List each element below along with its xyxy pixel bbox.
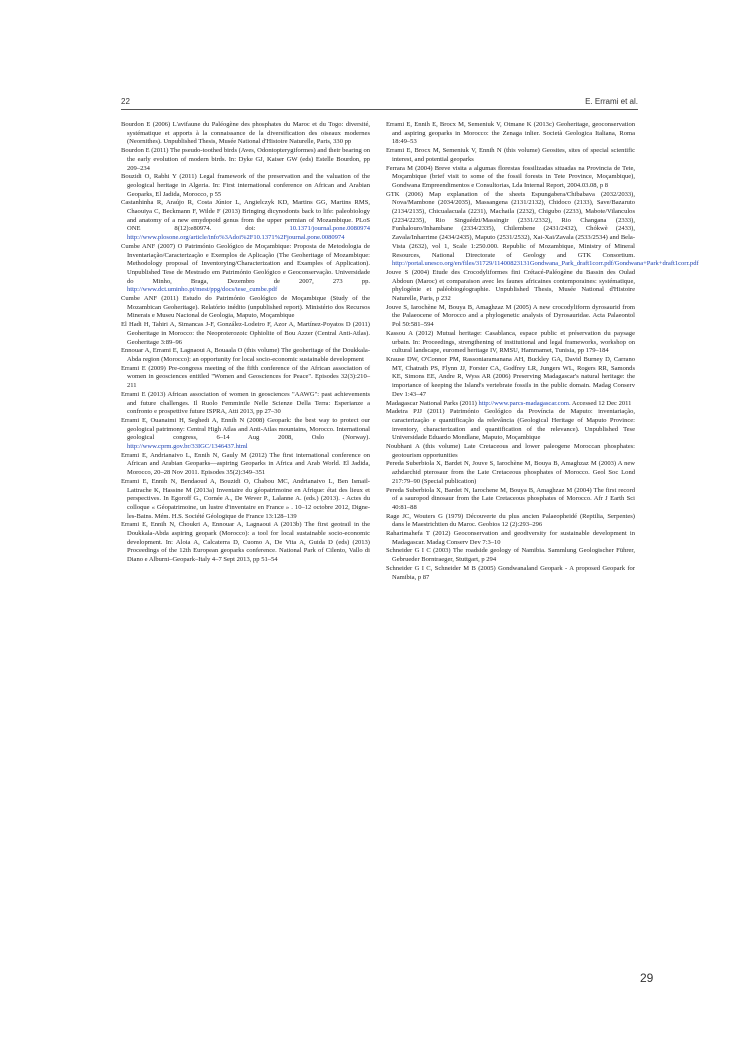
reference-text: Bourdon E (2011) The pseudo-toothed birds (Aves, Odontopterygiformes) and their bearing on the early evolution of modern birds. In: Dyke GJ, Kaiser GW (eds) Estelle Bourdon, pp 209–234 <box>121 147 370 172</box>
reference-entry <box>121 417 370 452</box>
reference-text: Bourdon E (2006) L'avifaune du Paléogène des phosphates du Maroc et du Togo: diversité, systématique et apports à la connaissance de la diversification des oiseaux modernes (Neornithes). Unpublished Thesis, Musée National d'Histoire Naturelle, Paris, 330 pp <box>121 121 370 146</box>
running-head: E. Errami et al. <box>585 97 638 106</box>
reference-text: Cumbe ANF (2007) O Património Geológico de Moçambique: Proposta de Metodologia de Inventariação/Caracterização e Exemplos de Aplicação (The Geoheritage of Mozambique: Methodology proposal of Inventorying/Characterization and Examples of Application). Unpublished Tese de Mestrado em Património Geológico e Geoconservação. Universidade do Minho, Braga, Dezembro de 2007, 273 pp. <box>121 242 370 285</box>
reference-entry <box>121 173 370 199</box>
reference-entry <box>386 565 635 582</box>
reference-entry <box>121 121 370 147</box>
reference-text: Errami E (2013) African association of women in geosciences "AAWG": past achievements and future challenges. Il Ruolo Femminile Nelle Scienze Della Terra: Esperianze a confronto e prospettive future ISPRA, Atti 2013, pp 27–30 <box>121 390 370 416</box>
reference-text: Pereda Suberbiola X, Bardet N, Jouve S, Iarochène M, Bouya B, Amaghzaz M (2003) A new azhdarchid pterosaur from the Late Cretaceous phosphates of Morocco. Geol Soc Lond 217:79–90 (Special publication) <box>386 460 635 485</box>
reference-text: Ennouar A, Errami E, Lagnaoui A, Bouaala O (this volume) The geoheritage of the Doukkala-Abda region (Morocco): an opportunity for local socio-economic sustainable development <box>121 347 370 363</box>
reference-text: Errami E, Ennih E, Brocx M, Semeniuk V, Otmane K (2013c) Geoheritage, geoconservation and aspiring geoparks in Morocco: the Zenaga inlier. Società Geologica Italiana, Roma 18:49–53 <box>386 121 635 146</box>
reference-text: Errami E, Ouanaimi H, Seghedi A, Ennih N (2008) Geopark: the best way to protect our geological patrimony: Central High Atlas and Anti-Atlas mountains, Morocco. International geological congress, 6–14 Aug 2008, Oslo (Norway). <box>121 416 370 442</box>
reference-text: Madeira PJJ (2011) Património Geológico da Província de Maputo: inventariação, caracterização e quantificação da relevância (Geological Heritage of Maputo Province: inventory, characterization and quantification of the relevance). Unpublished Tese Universidade Eduardo Mondlane, Maputo, Moçambique <box>386 408 635 442</box>
reference-entry <box>121 452 370 478</box>
reference-entry <box>121 391 370 417</box>
reference-text: El Hadi H, Tahiri A, Simancas J-F, González-Lodeiro F, Azor A, Martínez-Poyatos D (2011) Geoheritage in Morocco: the Neoproterozoic Ophiolite of Bou Azzer (Central Anti-Atlas). Geoheritage 3:89–96 <box>121 321 370 346</box>
reference-text: Schneider G I C, Schneider M B (2005) Gondwanaland Geopark - A proposed Geopark for Namibia, p 87 <box>386 564 635 581</box>
reference-text: GTK (2006) Map explanation of the sheets Espungabera/Chibabava (2032/2033), Nova/Mambone (2034/2035), Massangena (2131/2132), Chidoco (2133), Save/Bazaruto (2134/2135), Chicualacuala (2231), Machaila (2232), Chigubo (2233), Mabote/Vilanculos (2234/2235), Rio Singuédzi/Massingir (2331/2332), Rio Changana (2333), Funhalouro/Inhambane (2334/2335), Chilembene (2431/2432), Chókwè (2433), Zavala/Inharrime (2434/2435), Maputo (2531/2532), Xai-Xai/Zavala (2533/2534) and Bela-Vista (2632), vol 1, Scale 1:250.000. Republic of Mozambique, Ministry of Mineral Resources, National Directorate of Geology and GTK Consortium. <box>386 190 635 259</box>
header-rule <box>121 109 638 110</box>
reference-link[interactable]: http://www.dct.uminho.pt/mest/ppg/docs/tese_cumbe.pdf <box>127 286 278 294</box>
reference-entry <box>121 478 370 522</box>
references-left-column <box>121 121 370 565</box>
reference-entry <box>386 408 635 443</box>
reference-text: Pereda Suberbiola X, Bardet N, Iarochene M, Bouya B, Amaghzaz M (2004) The first record of a sauropod dinosaur from the Late Cretaceous phosphates of Morocco. Afr J Earth Sci 40:81–88 <box>386 486 635 511</box>
reference-text: Errami E, Ennih N, Bendaoud A, Bouzidi O, Chabou MC, Andrianaivo L, Ben Ismail-Lattrache K, Hassine M (2013a) Inventaire du géopatrimoine en Afrique: état des lieux et perspectives. In Egoroff G., Cornée A., De Wever P., Lalanne A. (eds.) (2013). - Actes du colloque « Géopatrimoine, un lustre d'inventaire en France » . 10–12 octobre 2012, Digne-les-Bains. Mém. H.S. Société Géologique de France 13:128–139 <box>121 477 370 520</box>
reference-entry <box>386 190 699 269</box>
reference-entry <box>386 400 635 409</box>
reference-text: Krause DW, O'Connor PM, Rassoniaramanana AH, Buckley GA, David Burney D, Carrano MT, Chatrath PS, Flynn JJ, Forster CA, Godfrey LR, Jungers WL, Rogers RR, Samonds KE, Simons EE, Andre R, Wyss AR (2006) Preserving Madagascar's natural heritage: the importance of keeping the Island's vertebrate fossils in the public domain. Madag Conserv Dev 1:43–47 <box>386 355 635 398</box>
reference-text: Errami E, Brocx M, Semeniuk V, Ennih N (this volume) Geosites, sites of special scientific interest, and potential geoparks <box>386 147 635 163</box>
reference-text: Jouve S (2004) Etude des Crocodyliformes fini Crétacé-Paléogène du Bassin des Oulad Abdoun (Maroc) et comparaison avec les faunes africaines contemporaines: systématique, phylogénie et paléobiogéographie. Unpublished Thesis, Musée National d'Histoire Naturelle, Paris, p 232 <box>386 268 635 303</box>
reference-text: Castanhinha R, Araújo R, Costa Júnior L, Angielczyk KD, Martins GG, Martins RMS, Chaouiya C, Beckmann F, Wilde F (2013) Bringing dicynodonts back to life: paleobiology and anatomy of a new emydopoid genus from the upper permian of Mozambique. PLoS ONE 8(12):e80974. doi: <box>121 199 370 233</box>
reference-entry <box>386 460 635 486</box>
reference-entry <box>386 147 635 164</box>
reference-entry <box>386 269 635 304</box>
reference-entry <box>121 321 370 347</box>
reference-link[interactable]: http://www.cprm.gov.br/33IGC/1346437.html <box>127 443 248 451</box>
reference-text: Errami E, Andrianaivo L, Ennih N, Gauly M (2012) The first international conference on African and Arabian Geoparks—aspiring Geoparks in Africa and Arab World. El Jadida, Morocco, 20–28 Nov 2011. Episodes 35(2):349–351 <box>121 451 370 477</box>
reference-entry <box>121 295 370 321</box>
reference-text-after-link: Accessed 12 Dec 2011 <box>570 399 632 407</box>
reference-entry <box>386 443 635 460</box>
reference-entry <box>386 530 635 547</box>
page-header <box>121 97 638 109</box>
reference-text: Errami E (2009) Pre-congress meeting of the fifth conference of the African association of women in geosciences entitled "Women and Geosciences for Peace". Episodes 32(3):210–211 <box>121 364 370 390</box>
reference-entry <box>386 547 635 564</box>
footer-page-number: 29 <box>640 971 654 985</box>
reference-entry <box>386 165 635 191</box>
reference-entry <box>121 365 370 391</box>
reference-entry <box>386 330 635 356</box>
page-number: 22 <box>121 97 130 106</box>
reference-text: Ferrara M (2004) Breve visita a algumas florestas fossilizadas situadas na Provincia de Tete, Moçambique (brief visit to some of the fossil forests in Tete Province, Moçambique), Gondwana Empreendimentos e Consultorias, Lda Internal Report, 2004.03.08, p 8 <box>386 164 635 189</box>
reference-text: Rage JC, Wouters G (1979) Découverte du plus ancien Palaeopheidé (Reptilia, Serpentes) dans le Maestrichtien du Maroc. Geobios 12 (2):293–296 <box>386 512 635 529</box>
references-right-column <box>386 121 699 582</box>
reference-text: Jouve S, Iarochène M, Bouya B, Amaghzaz M (2005) A new crocodyliform dyrosaurid from the Palaeocene of Morocco and a phylogenetic analysis of Dyrosauridae. Acta Palaeontol Pol 50:581–594 <box>386 303 635 329</box>
reference-text: Kassou A (2012) Mutual heritage: Casablanca, espace public et préservation du paysage urbain. In: Proceedings, strengthening of institutional and legal frameworks, workshop on cultural landscape, euromed heritage IV, RMSU, Hammamet, Tunisia, pp 179–184 <box>386 329 635 355</box>
reference-entry <box>121 521 370 565</box>
reference-text: Cumbe ANF (2011) Estudo do Património Geológico de Moçambique (Study of the Mozambican Geoheritage). Relatório inédito (unpublished report). Ministério dos Recursos Minerais e Museu Nacional de Geologia, Maputo, Moçambique <box>121 295 370 320</box>
reference-text: Raharimahefa T (2012) Geoconservation and geodiversity for sustainable development in Madagascar. Madag Conserv Dev 7:3–10 <box>386 530 635 546</box>
reference-text: Schneider G I C (2003) The roadside geology of Namibia. Sammlung Geologischer Führer, Gebrueder Borntraeger, Stuttgart, p 294 <box>386 547 635 564</box>
reference-entry <box>386 121 635 147</box>
reference-text: Errami E, Ennih N, Choukri A, Ennouar A, Lagnaoui A (2013b) The first geotrail in the Doukkala-Abda aspiring geopark (Morocco): a tool for local sustainable socio-economic development. In: Aloia A, Calcaterra D, Cuomo A, De Vita A, Guida D (eds) (2013) Proceedings of the 12th European geoparks conference. National Park of Cilento, Vallo di Diano e Alburni–Geopark–Italy 4–7 Sept 2013, pp 51–54 <box>121 521 370 564</box>
reference-entry <box>386 304 635 330</box>
reference-entry <box>386 487 635 513</box>
reference-entry <box>121 147 370 173</box>
reference-link[interactable]: 10.1371/journal.pone.0080974 http://www.plosone.org/article/info%3Adoi%2F10.1371%2Fjournal.pone.0080974 <box>127 225 370 242</box>
reference-text: Noubhani A (this volume) Late Cretaceous and lower paleogene Moroccan phosphates: geotourism opportunities <box>386 443 635 459</box>
reference-entry <box>121 347 370 364</box>
reference-text: Madagascar National Parks (2011) <box>386 399 477 407</box>
reference-link[interactable]: http://www.parcs-madagascar.com. <box>478 399 571 407</box>
reference-entry <box>121 243 370 295</box>
reference-entry <box>121 199 370 243</box>
reference-link[interactable]: http://portal.unesco.org/en/files/31729/11400823131Gondwana_Park_draft1corr.pdf/Gondwana+Park+draft1corr.pdf <box>392 260 699 268</box>
reference-entry <box>386 513 635 530</box>
reference-text: Bouzidi O, Rabhi Y (2011) Legal framework of the preservation and the valuation of the geological heritage in Algeria. In: First international conference on African and Arabian Geoparks, El Jadida, Morocco, p 55 <box>121 173 370 198</box>
reference-entry <box>386 356 635 400</box>
